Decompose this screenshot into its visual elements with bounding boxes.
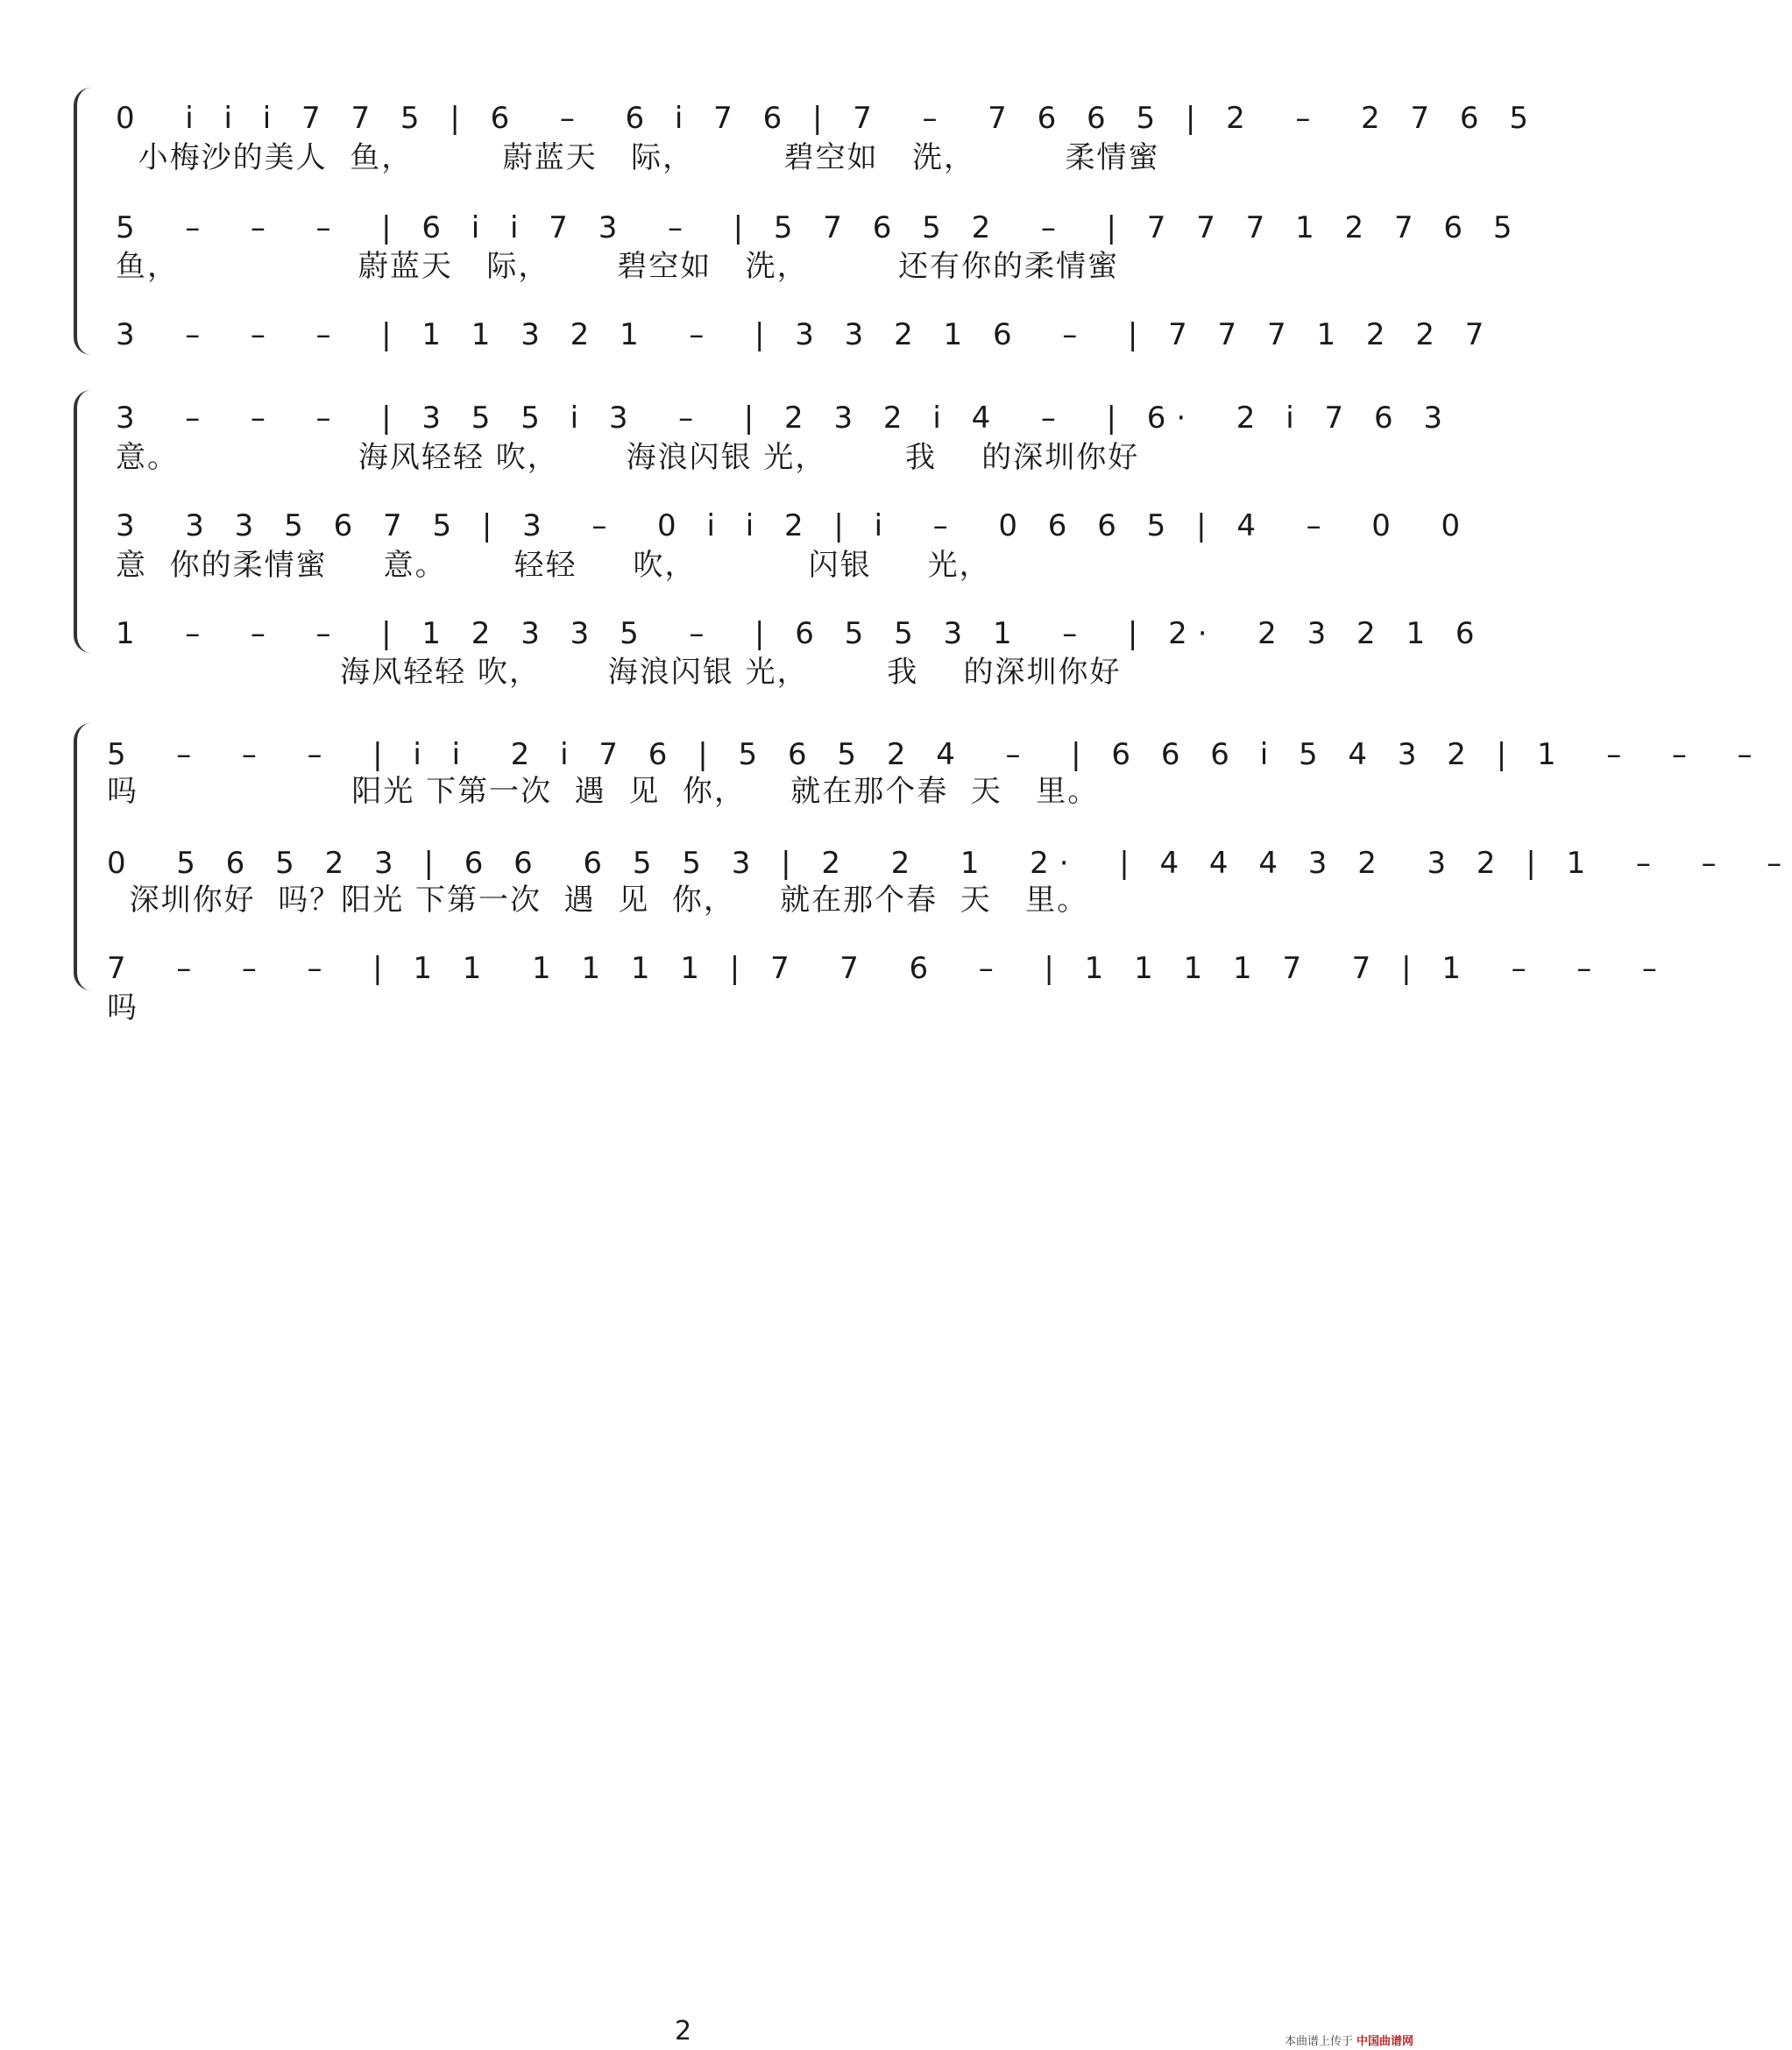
lyric-line: 吗 阳光 下第一次 遇 见 你， 就在那个春 天 里。 xyxy=(107,774,1100,809)
lyric-line: 深圳你好 吗？阳光 下第一次 遇 见 你， 就在那个春 天 里。 xyxy=(107,883,1089,918)
voice-row-3 xyxy=(0,942,1668,995)
lyric-line: 海风轻轻 吹， 海浪闪银 光， 我 的深圳你好 xyxy=(116,655,1122,690)
voice-row-3 xyxy=(0,607,1485,660)
footer-text: 本曲谱上传于 xyxy=(1284,2035,1353,2048)
voice-row-1 xyxy=(0,92,1539,145)
lyric-line: 鱼， 蔚蓝天 际， 碧空如 洗， 还有你的柔情蜜 xyxy=(116,249,1120,284)
page-number: 2 xyxy=(675,2016,692,2046)
lyric-line: 吗 xyxy=(107,990,138,1025)
voice-row-2 xyxy=(0,202,1523,254)
notes-line: 5 – – – | 6 i i 7 3 – | 5 7 6 5 2 – | 7 7 7 1 2 7 6 5 xyxy=(116,210,1523,245)
lyric-line: 小梅沙的美人 鱼， 蔚蓝天 际， 碧空如 洗， 柔情蜜 xyxy=(116,140,1160,175)
voice-row-1 xyxy=(0,392,1454,444)
lyric-line: 意。 海风轻轻 吹， 海浪闪银 光， 我 的深圳你好 xyxy=(116,440,1140,475)
notes-line: 7 – – – | 1 1 1 1 1 1 | 7 7 6 – | 1 1 1 1 7 7 | 1 – – – xyxy=(107,951,1668,986)
notes-line: 3 3 3 5 6 7 5 | 3 – 0 i i 2 | i – 0 6 6 5 | 4 – 0 0 xyxy=(116,508,1471,543)
notes-line: 1 – – – | 1 2 3 3 5 – | 6 5 5 3 1 – | 2· 2 3 2 1 6 xyxy=(116,616,1485,651)
voice-row-3 xyxy=(0,309,1495,361)
notes-line: 0 i i i 7 7 5 | 6 – 6 i 7 6 | 7 – 7 6 6 5 | 2 – 2 7 6 5 xyxy=(116,101,1539,136)
notes-line: 3 – – – | 3 5 5 i 3 – | 2 3 2 i 4 – | 6· 2 i 7 6 3 xyxy=(116,401,1454,436)
site-logo: 中国曲谱网 xyxy=(1356,2035,1413,2048)
notes-line: 0 5 6 5 2 3 | 6 6 6 5 5 3 | 2 2 1 2· | 4 4 4 3 2 3 2 | 1 – – – xyxy=(107,846,1792,881)
lyric-line: 意 你的柔情蜜 意。 轻轻 吹， 闪银 光， xyxy=(116,548,991,583)
notes-line: 3 – – – | 1 1 3 2 1 – | 3 3 2 1 6 – | 7 7 7 1 2 2 7 xyxy=(116,317,1495,352)
voice-row-2 xyxy=(0,500,1471,552)
footer-credit xyxy=(1285,2032,1413,2048)
notes-line: 5 – – – | i i 2 i 7 6 | 5 6 5 2 4 – | 6 6 6 i 5 4 3 2 | 1 – – – xyxy=(107,737,1763,772)
